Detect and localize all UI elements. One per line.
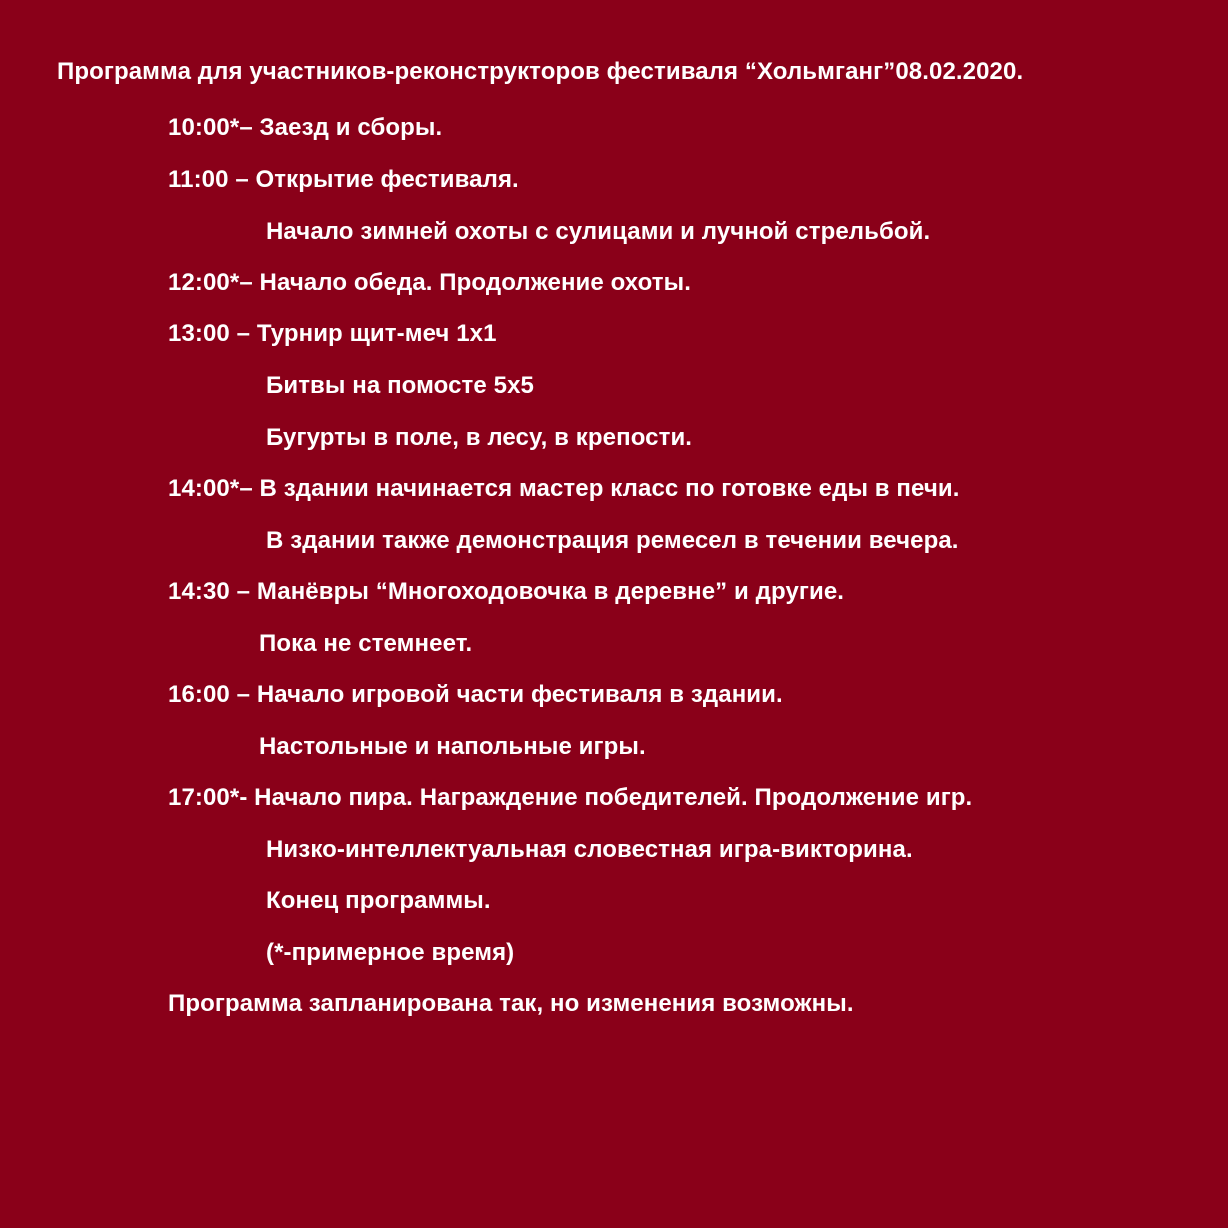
schedule-subline-games: Настольные и напольные игры. <box>259 733 646 760</box>
schedule-line-1200: 12:00*– Начало обеда. Продолжение охоты. <box>168 269 692 296</box>
schedule-footnote: (*-примерное время) <box>266 939 515 966</box>
schedule-subline-buhurts: Бугурты в поле, в лесу, в крепости. <box>266 424 693 451</box>
schedule-subline-dark: Пока не стемнеет. <box>259 630 473 657</box>
schedule-subline-platform: Битвы на помосте 5х5 <box>266 372 534 399</box>
schedule-subline-quiz: Низко-интеллектуальная словестная игра-викторина. <box>266 836 913 863</box>
schedule-subline-crafts: В здании также демонстрация ремесел в течении вечера. <box>266 527 959 554</box>
schedule-line-1700: 17:00*- Начало пира. Награждение победителей. Продолжение игр. <box>168 784 973 811</box>
schedule-line-1400: 14:00*– В здании начинается мастер класс по готовке еды в печи. <box>168 475 960 502</box>
schedule-line-1430: 14:30 – Манёвры “Многоходовочка в деревне” и другие. <box>168 578 845 605</box>
schedule-subline-end: Конец программы. <box>266 887 491 914</box>
schedule-subline-hunt: Начало зимней охоты с сулицами и лучной стрельбой. <box>266 218 931 245</box>
schedule-disclaimer: Программа запланирована так, но изменения возможны. <box>168 990 854 1017</box>
schedule-line-1600: 16:00 – Начало игровой части фестиваля в здании. <box>168 681 783 708</box>
page-title: Программа для участников-реконструкторов фестиваля “Хольмганг”08.02.2020. <box>57 58 1024 85</box>
schedule-line-1300: 13:00 – Турнир щит-меч 1х1 <box>168 320 497 347</box>
schedule-line-1000: 10:00*– Заезд и сборы. <box>168 114 443 141</box>
schedule-line-1100: 11:00 – Открытие фестиваля. <box>168 166 519 193</box>
